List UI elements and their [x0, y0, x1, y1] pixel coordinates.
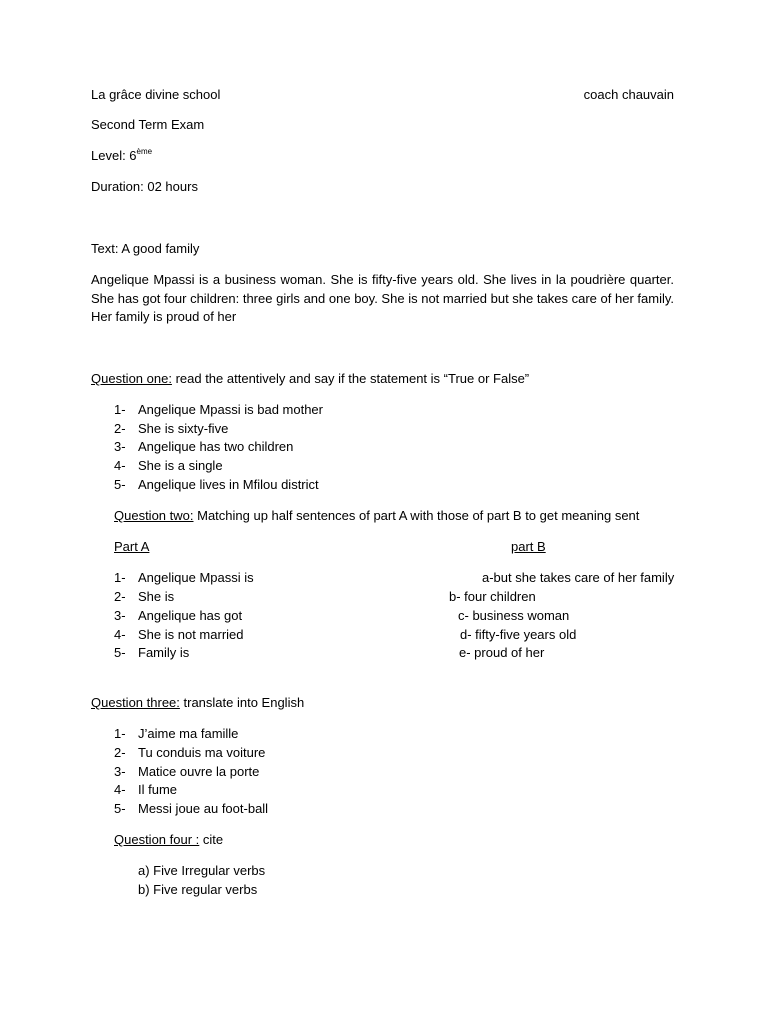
part-b-heading: part B: [511, 539, 546, 554]
level-label: Level: 6: [91, 148, 137, 163]
list-item-number: 1-: [114, 570, 126, 585]
question-one: [91, 370, 529, 388]
part-b-item: d- fifty-five years old: [460, 627, 577, 642]
part-b-item: b- four children: [449, 589, 536, 604]
part-b-item: a-but she takes care of her family: [482, 570, 675, 585]
question-one-instruction: read the attentively and say if the statement is “True or False”: [171, 371, 530, 386]
part-b-item: e- proud of her: [459, 645, 545, 660]
question-four-label: Question four :: [114, 832, 200, 847]
school-name: La grâce divine school: [91, 87, 221, 102]
duration: Duration: 02 hours: [91, 179, 198, 194]
list-item: She is a single: [138, 458, 223, 473]
list-item-number: 4-: [114, 782, 126, 797]
question-three-instruction: translate into English: [179, 695, 305, 710]
question-four-instruction: cite: [199, 832, 224, 847]
question-one-label: Question one:: [91, 371, 172, 386]
list-item: b) Five regular verbs: [138, 882, 258, 897]
list-item-number: 3-: [114, 608, 126, 623]
list-item: She is sixty-five: [138, 421, 229, 436]
coach-name: coach chauvain: [583, 87, 674, 102]
list-item: a) Five Irregular verbs: [138, 863, 266, 878]
level-superscript: ème: [136, 147, 153, 156]
text-body: Angelique Mpassi is a business woman. She is fifty-five years old. She lives in la poudrière quarter. She has got four children: three girls and one boy. She is not married but she takes care of her family. Her family is proud of her: [91, 272, 674, 324]
list-item: Angelique Mpassi is bad mother: [138, 402, 323, 417]
list-item: Messi joue au foot-ball: [138, 801, 269, 816]
list-item-number: 4-: [114, 627, 126, 642]
list-item: J’aime ma famille: [138, 726, 239, 741]
level: [91, 147, 152, 165]
list-item: Angelique lives in Mfilou district: [138, 477, 319, 492]
text-title: Text: A good family: [91, 241, 200, 256]
part-a-item: She is not married: [138, 627, 244, 642]
list-item-number: 2-: [114, 421, 126, 436]
question-two-instruction: Matching up half sentences of part A with those of part B to get meaning sent: [193, 508, 640, 523]
list-item: Matice ouvre la porte: [138, 764, 260, 779]
list-item: Tu conduis ma voiture: [138, 745, 266, 760]
list-item: Il fume: [138, 782, 178, 797]
question-two-label: Question two:: [114, 508, 194, 523]
part-a-item: Family is: [138, 645, 190, 660]
list-item-number: 5-: [114, 801, 126, 816]
list-item-number: 1-: [114, 402, 126, 417]
list-item-number: 1-: [114, 726, 126, 741]
part-b-item: c- business woman: [458, 608, 570, 623]
list-item-number: 3-: [114, 764, 126, 779]
question-three-label: Question three:: [91, 695, 180, 710]
list-item-number: 5-: [114, 645, 126, 660]
list-item-number: 3-: [114, 439, 126, 454]
exam-title: Second Term Exam: [91, 117, 205, 132]
part-a-item: Angelique Mpassi is: [138, 570, 254, 585]
part-a-item: She is: [138, 589, 175, 604]
part-a-item: Angelique has got: [138, 608, 243, 623]
list-item-number: 2-: [114, 589, 126, 604]
list-item-number: 5-: [114, 477, 126, 492]
question-three: [91, 694, 304, 712]
question-four: [114, 831, 223, 849]
list-item-number: 4-: [114, 458, 126, 473]
part-a-heading: Part A: [114, 539, 150, 554]
list-item: Angelique has two children: [138, 439, 294, 454]
question-two: [114, 507, 639, 525]
list-item-number: 2-: [114, 745, 126, 760]
